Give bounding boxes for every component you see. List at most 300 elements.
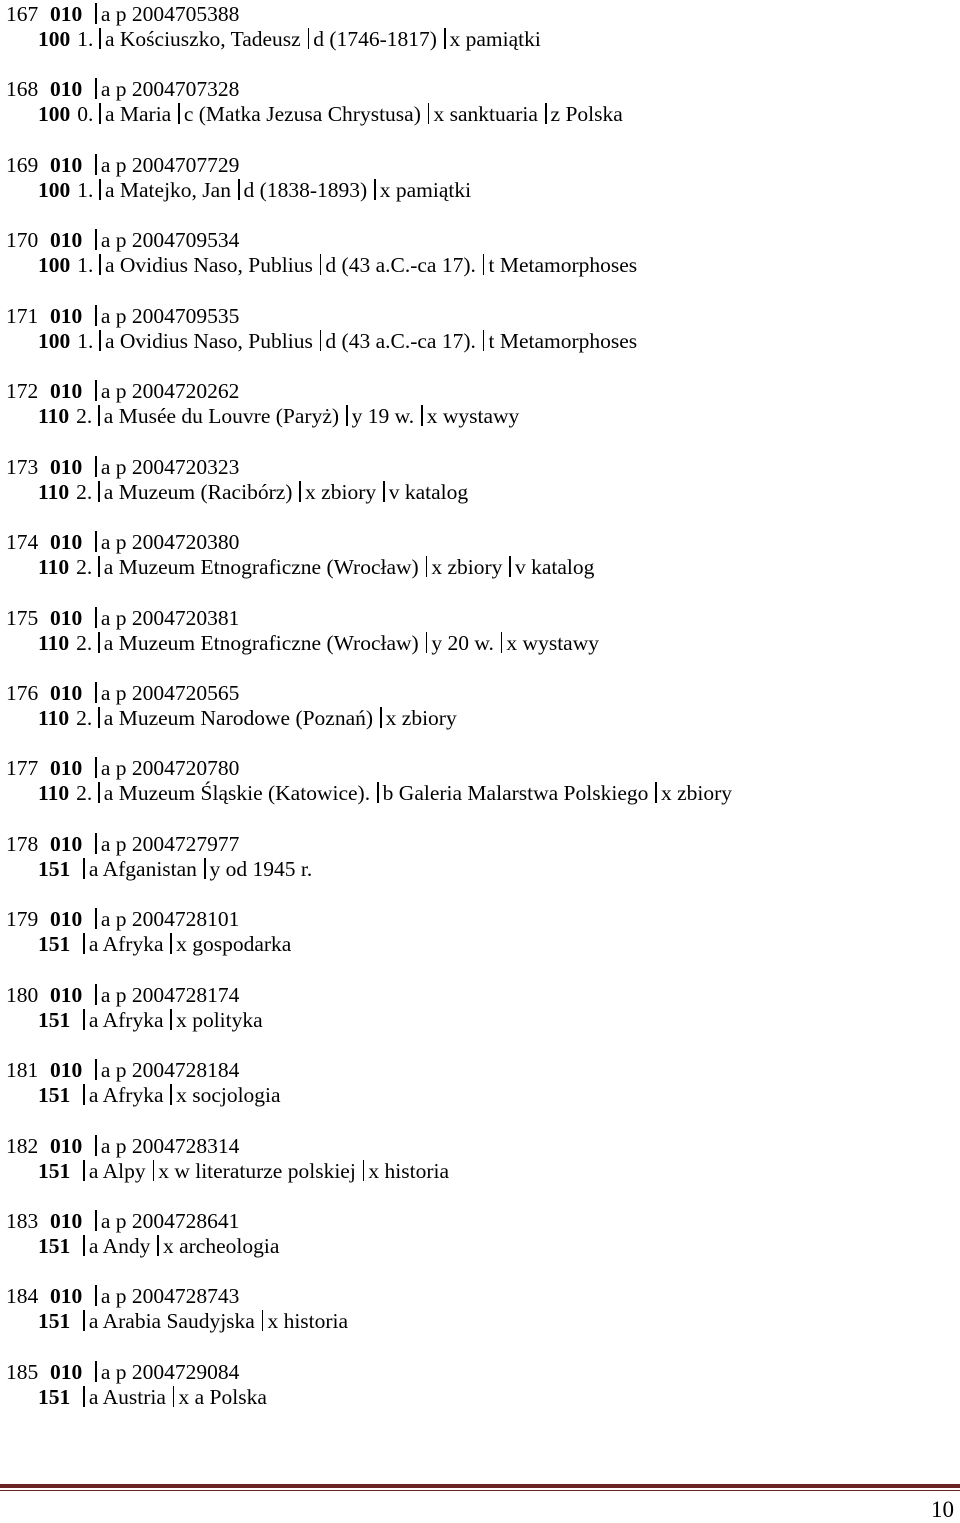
subfield-code: z xyxy=(550,102,561,127)
record-line-heading xyxy=(38,931,291,957)
subfield-value: Ovidius Naso, Publius xyxy=(119,253,313,278)
subfield-value: p 2004709534 xyxy=(115,228,240,253)
field-tag: 151 xyxy=(38,1007,71,1032)
subfield-delimiter xyxy=(95,833,97,854)
subfield-value: Polska xyxy=(565,102,623,127)
record-entry xyxy=(6,1056,946,1131)
subfield-code: a xyxy=(88,856,99,881)
subfield-delimiter xyxy=(363,1160,365,1181)
subfield-code: x xyxy=(305,479,316,504)
subfield-delimiter xyxy=(95,380,97,401)
field-tag: 010 xyxy=(50,77,83,102)
subfield-value: p 2004728101 xyxy=(115,907,240,932)
subfield-value: p 2004727977 xyxy=(115,831,240,856)
subfield-value: Austria xyxy=(102,1384,166,1409)
subfield-delimiter xyxy=(99,254,101,275)
subfield-delimiter xyxy=(83,1009,85,1030)
record-line-010 xyxy=(6,1,239,27)
subfield-delimiter xyxy=(83,1310,85,1331)
field-tag: 010 xyxy=(50,982,83,1007)
record-line-heading xyxy=(38,252,637,278)
subfield-code: a xyxy=(100,1133,111,1158)
subfield-delimiter xyxy=(178,103,180,124)
subfield-value: p 2004728184 xyxy=(115,1058,240,1083)
record-list xyxy=(6,0,946,1433)
record-line-010 xyxy=(6,227,239,253)
subfield-code: y xyxy=(209,856,221,881)
subfield-code: a xyxy=(88,1384,99,1409)
subfield-delimiter xyxy=(95,531,97,552)
field-indicator: 0. xyxy=(77,102,94,127)
field-indicator: 1. xyxy=(77,328,94,353)
record-line-010 xyxy=(6,76,239,102)
record-line-010 xyxy=(6,1283,239,1309)
record-line-010 xyxy=(6,906,239,932)
record-entry xyxy=(6,0,946,75)
field-indicator: 2. xyxy=(76,630,93,655)
subfield-code: d xyxy=(325,328,337,353)
field-tag: 100 xyxy=(38,328,71,353)
field-tag: 100 xyxy=(38,102,71,127)
subfield-code: x xyxy=(176,1083,187,1108)
subfield-delimiter xyxy=(426,632,428,653)
subfield-code: y xyxy=(431,630,443,655)
subfield-delimiter xyxy=(204,858,206,879)
subfield-value: p 2004720780 xyxy=(115,756,240,781)
subfield-value: w literaturze polskiej xyxy=(174,1158,356,1183)
record-line-010 xyxy=(6,1208,239,1234)
subfield-delimiter xyxy=(170,1009,172,1030)
record-line-heading xyxy=(38,554,594,580)
subfield-code: a xyxy=(100,228,111,253)
subfield-code: x xyxy=(449,27,461,51)
record-entry xyxy=(6,226,946,301)
subfield-delimiter xyxy=(83,1235,85,1256)
record-line-heading xyxy=(38,1082,281,1108)
subfield-value: archeologia xyxy=(179,1234,280,1258)
record-number: 184 xyxy=(6,1284,39,1309)
subfield-delimiter xyxy=(83,1084,85,1105)
field-tag: 010 xyxy=(50,228,83,253)
field-tag: 110 xyxy=(38,404,70,429)
subfield-code: a xyxy=(88,1007,99,1032)
subfield-code: v xyxy=(388,479,400,504)
subfield-value: p 2004705388 xyxy=(115,2,240,26)
subfield-delimiter xyxy=(95,984,97,1005)
subfield-value: Afganistan xyxy=(102,856,197,881)
subfield-delimiter xyxy=(83,1160,85,1181)
record-line-heading xyxy=(38,1007,263,1033)
subfield-delimiter xyxy=(421,405,423,426)
subfield-value: (Matka Jezusa Chrystusa) xyxy=(198,102,421,127)
record-line-010 xyxy=(6,755,239,781)
record-line-heading xyxy=(38,1384,267,1410)
subfield-value: Afryka xyxy=(102,932,164,957)
subfield-code: a xyxy=(100,1359,111,1384)
subfield-code: t xyxy=(488,253,495,278)
record-entry xyxy=(6,377,946,452)
subfield-value: Arabia Saudyjska xyxy=(102,1309,255,1334)
subfield-delimiter xyxy=(320,330,322,351)
field-tag: 010 xyxy=(50,1133,83,1158)
record-number: 174 xyxy=(6,530,39,555)
subfield-value: p 2004729084 xyxy=(115,1359,240,1384)
subfield-code: x xyxy=(368,1158,380,1183)
subfield-value: p 2004720380 xyxy=(115,530,240,555)
subfield-code: t xyxy=(488,328,495,353)
subfield-value: wystawy xyxy=(442,404,520,429)
field-tag: 010 xyxy=(50,1209,83,1233)
subfield-value: historia xyxy=(384,1158,450,1183)
subfield-delimiter xyxy=(95,305,97,326)
subfield-value: p 2004728743 xyxy=(115,1284,240,1309)
field-tag: 010 xyxy=(50,1058,83,1083)
subfield-value: 19 w. xyxy=(367,404,415,429)
subfield-value: p 2004707729 xyxy=(115,152,240,177)
subfield-value: zbiory xyxy=(321,479,377,504)
subfield-value: p 2004728174 xyxy=(115,982,240,1007)
subfield-value: pamiątki xyxy=(465,27,541,51)
record-line-heading xyxy=(38,479,468,505)
record-line-010 xyxy=(6,831,239,857)
subfield-delimiter xyxy=(377,782,379,803)
field-tag: 010 xyxy=(50,379,83,404)
subfield-delimiter xyxy=(380,707,382,728)
record-number: 178 xyxy=(6,831,39,856)
subfield-value: Muzeum Etnograficzne (Wrocław) xyxy=(118,630,419,655)
subfield-delimiter xyxy=(374,179,376,200)
record-entry xyxy=(6,604,946,679)
record-entry xyxy=(6,1132,946,1207)
record-number: 173 xyxy=(6,454,39,479)
subfield-value: 20 w. xyxy=(447,630,494,655)
subfield-code: d xyxy=(313,27,325,51)
subfield-value: Alpy xyxy=(102,1158,146,1183)
subfield-value: od 1945 r. xyxy=(225,856,313,881)
subfield-value: (1746-1817) xyxy=(329,27,437,51)
subfield-delimiter xyxy=(483,254,485,275)
subfield-code: a xyxy=(100,1209,111,1233)
subfield-delimiter xyxy=(83,933,85,954)
subfield-code: a xyxy=(100,530,111,555)
record-number: 181 xyxy=(6,1058,39,1083)
field-tag: 010 xyxy=(50,605,83,630)
record-number: 175 xyxy=(6,605,39,630)
subfield-code: x xyxy=(506,630,518,655)
subfield-value: Muzeum Narodowe (Poznań) xyxy=(118,705,374,730)
record-line-010 xyxy=(6,1359,239,1385)
subfield-delimiter xyxy=(98,481,100,502)
field-tag: 151 xyxy=(38,1234,71,1258)
subfield-delimiter xyxy=(426,556,428,577)
field-tag: 151 xyxy=(38,1158,71,1183)
field-tag: 151 xyxy=(38,856,71,881)
subfield-delimiter xyxy=(153,1160,155,1181)
record-entry xyxy=(6,1358,946,1433)
record-entry xyxy=(6,1207,946,1282)
subfield-value: p 2004728314 xyxy=(115,1133,240,1158)
subfield-code: x xyxy=(158,1158,169,1183)
subfield-delimiter xyxy=(157,1235,159,1256)
record-line-heading xyxy=(38,26,541,52)
subfield-code: a xyxy=(103,781,114,806)
subfield-value: wystawy xyxy=(522,630,599,655)
subfield-code: x xyxy=(176,932,187,957)
field-tag: 010 xyxy=(50,756,83,781)
subfield-value: Afryka xyxy=(102,1083,164,1108)
field-tag: 110 xyxy=(38,479,70,504)
subfield-code: c xyxy=(183,102,194,127)
record-number: 179 xyxy=(6,907,39,932)
field-indicator: 1. xyxy=(77,27,94,51)
record-line-010 xyxy=(6,680,239,706)
subfield-value: p 2004728641 xyxy=(115,1209,240,1233)
record-line-heading xyxy=(38,328,637,354)
subfield-value: pamiątki xyxy=(395,177,472,202)
field-tag: 010 xyxy=(50,530,83,555)
field-tag: 100 xyxy=(38,253,71,278)
record-line-010 xyxy=(6,152,239,178)
record-line-010 xyxy=(6,529,239,555)
subfield-code: x xyxy=(660,781,672,806)
subfield-delimiter xyxy=(99,103,101,124)
record-entry xyxy=(6,1282,946,1357)
subfield-value: Muzeum (Racibórz) xyxy=(118,479,293,504)
record-entry xyxy=(6,905,946,980)
field-tag: 100 xyxy=(38,177,71,202)
subfield-code: a xyxy=(100,152,111,177)
field-tag: 110 xyxy=(38,630,70,655)
subfield-value: sanktuaria xyxy=(449,102,538,127)
subfield-delimiter xyxy=(95,1059,97,1080)
subfield-value: Metamorphoses xyxy=(499,328,638,353)
subfield-delimiter xyxy=(99,330,101,351)
record-number: 172 xyxy=(6,379,39,404)
subfield-code: a xyxy=(88,1083,99,1108)
subfield-code: a xyxy=(104,27,115,51)
subfield-delimiter xyxy=(98,405,100,426)
subfield-code: v xyxy=(514,555,526,580)
subfield-value: p 2004709535 xyxy=(115,303,240,328)
subfield-delimiter xyxy=(262,1310,264,1331)
subfield-code: a xyxy=(100,454,111,479)
subfield-delimiter xyxy=(95,229,97,250)
field-tag: 151 xyxy=(38,1083,71,1108)
subfield-delimiter xyxy=(170,933,172,954)
subfield-value: socjologia xyxy=(192,1083,281,1108)
field-indicator: 2. xyxy=(76,781,93,806)
record-entry xyxy=(6,981,946,1056)
subfield-value: Andy xyxy=(102,1234,151,1258)
subfield-code: a xyxy=(100,982,111,1007)
subfield-value: p 2004707328 xyxy=(115,77,240,102)
record-line-heading xyxy=(38,1158,449,1184)
subfield-code: a xyxy=(104,253,115,278)
subfield-value: p 2004720323 xyxy=(115,454,240,479)
subfield-code: x xyxy=(431,555,443,580)
subfield-delimiter xyxy=(95,682,97,703)
subfield-value: zbiory xyxy=(677,781,733,806)
subfield-code: a xyxy=(100,907,111,932)
record-number: 182 xyxy=(6,1133,39,1158)
subfield-value: p 2004720381 xyxy=(115,605,240,630)
subfield-value: zbiory xyxy=(401,705,457,730)
subfield-delimiter xyxy=(320,254,322,275)
subfield-value: (1838-1893) xyxy=(259,177,368,202)
field-indicator: 2. xyxy=(76,479,93,504)
subfield-code: x xyxy=(267,1309,279,1334)
record-line-010 xyxy=(6,1057,239,1083)
subfield-value: Muzeum Śląskie (Katowice). xyxy=(118,781,371,806)
subfield-delimiter xyxy=(95,456,97,477)
subfield-value: p 2004720565 xyxy=(115,680,240,705)
subfield-delimiter xyxy=(95,757,97,778)
subfield-value: Muzeum Etnograficzne (Wrocław) xyxy=(118,555,419,580)
subfield-code: a xyxy=(88,1309,99,1334)
field-tag: 110 xyxy=(38,705,70,730)
subfield-value: polityka xyxy=(192,1007,263,1032)
subfield-delimiter xyxy=(95,3,97,24)
subfield-delimiter xyxy=(98,707,100,728)
field-indicator: 1. xyxy=(77,253,94,278)
subfield-code: b xyxy=(382,781,394,806)
subfield-value: p 2004720262 xyxy=(115,379,240,404)
subfield-code: a xyxy=(104,328,115,353)
subfield-code: a xyxy=(88,1158,99,1183)
field-tag: 010 xyxy=(50,831,83,856)
subfield-delimiter xyxy=(545,103,547,124)
record-number: 177 xyxy=(6,756,39,781)
subfield-delimiter xyxy=(95,1285,97,1306)
record-line-010 xyxy=(6,605,239,631)
subfield-delimiter xyxy=(501,632,503,653)
subfield-delimiter xyxy=(173,1386,175,1407)
subfield-code: a xyxy=(103,479,114,504)
subfield-code: a xyxy=(100,303,111,328)
field-tag: 010 xyxy=(50,2,83,26)
page-number: 10 xyxy=(931,1497,954,1522)
subfield-code: a xyxy=(103,404,114,429)
subfield-delimiter xyxy=(83,858,85,879)
record-line-010 xyxy=(6,1133,239,1159)
subfield-delimiter xyxy=(95,607,97,628)
record-line-010 xyxy=(6,454,239,480)
subfield-delimiter xyxy=(170,1084,172,1105)
subfield-code: a xyxy=(103,630,114,655)
record-number: 176 xyxy=(6,680,39,705)
footer-rule-thin xyxy=(0,1490,960,1491)
subfield-code: d xyxy=(243,177,255,202)
record-line-heading xyxy=(38,705,457,731)
subfield-delimiter xyxy=(98,632,100,653)
field-tag: 010 xyxy=(50,680,83,705)
record-line-heading xyxy=(38,856,312,882)
record-number: 168 xyxy=(6,77,39,102)
record-number: 167 xyxy=(6,2,39,26)
subfield-value: Matejko, Jan xyxy=(119,177,231,202)
record-number: 170 xyxy=(6,228,39,253)
subfield-value: Afryka xyxy=(102,1007,164,1032)
record-line-010 xyxy=(6,982,239,1008)
record-line-heading xyxy=(38,177,471,203)
subfield-value: historia xyxy=(283,1309,349,1334)
field-tag: 151 xyxy=(38,932,71,957)
subfield-code: a xyxy=(100,77,111,102)
subfield-code: d xyxy=(325,253,337,278)
subfield-code: a xyxy=(100,831,111,856)
subfield-code: a xyxy=(88,932,99,957)
subfield-value: Galeria Malarstwa Polskiego xyxy=(398,781,649,806)
subfield-code: x xyxy=(176,1007,187,1032)
subfield-code: a xyxy=(104,102,115,127)
subfield-delimiter xyxy=(99,179,101,200)
subfield-value: Metamorphoses xyxy=(499,253,638,278)
subfield-code: a xyxy=(88,1234,99,1258)
subfield-code: a xyxy=(100,1058,111,1083)
subfield-delimiter xyxy=(95,78,97,99)
subfield-delimiter xyxy=(444,28,446,49)
subfield-value: a Polska xyxy=(194,1384,267,1409)
subfield-code: y xyxy=(351,404,363,429)
subfield-delimiter xyxy=(383,481,385,502)
subfield-delimiter xyxy=(95,154,97,175)
subfield-delimiter xyxy=(99,28,101,49)
subfield-value: gospodarka xyxy=(192,932,292,957)
subfield-value: Kościuszko, Tadeusz xyxy=(119,27,301,51)
record-number: 169 xyxy=(6,152,39,177)
field-indicator: 2. xyxy=(76,404,93,429)
subfield-value: katalog xyxy=(531,555,595,580)
subfield-delimiter xyxy=(95,1135,97,1156)
subfield-delimiter xyxy=(238,179,240,200)
field-tag: 010 xyxy=(50,454,83,479)
record-line-heading xyxy=(38,1233,279,1259)
field-tag: 010 xyxy=(50,907,83,932)
field-tag: 010 xyxy=(50,1284,83,1309)
record-number: 180 xyxy=(6,982,39,1007)
subfield-code: a xyxy=(100,756,111,781)
record-line-heading xyxy=(38,1308,348,1334)
record-entry xyxy=(6,528,946,603)
subfield-code: a xyxy=(103,555,114,580)
subfield-code: x xyxy=(162,1234,174,1258)
subfield-delimiter xyxy=(428,103,430,124)
field-tag: 010 xyxy=(50,303,83,328)
record-entry xyxy=(6,302,946,377)
record-line-heading xyxy=(38,403,519,429)
subfield-value: (43 a.C.-ca 17). xyxy=(341,328,476,353)
record-number: 185 xyxy=(6,1359,39,1384)
subfield-delimiter xyxy=(98,556,100,577)
subfield-code: a xyxy=(100,2,111,26)
record-entry xyxy=(6,151,946,226)
record-entry xyxy=(6,453,946,528)
subfield-value: katalog xyxy=(404,479,469,504)
record-entry xyxy=(6,75,946,150)
subfield-code: x xyxy=(426,404,438,429)
record-line-heading xyxy=(38,101,623,127)
field-tag: 100 xyxy=(38,27,71,51)
field-tag: 010 xyxy=(50,152,83,177)
record-number: 171 xyxy=(6,303,39,328)
subfield-delimiter xyxy=(308,28,310,49)
field-indicator: 1. xyxy=(77,177,94,202)
footer-rule xyxy=(0,1484,960,1488)
subfield-code: x xyxy=(433,102,445,127)
subfield-delimiter xyxy=(483,330,485,351)
field-tag: 110 xyxy=(38,555,70,580)
subfield-code: x xyxy=(379,177,391,202)
